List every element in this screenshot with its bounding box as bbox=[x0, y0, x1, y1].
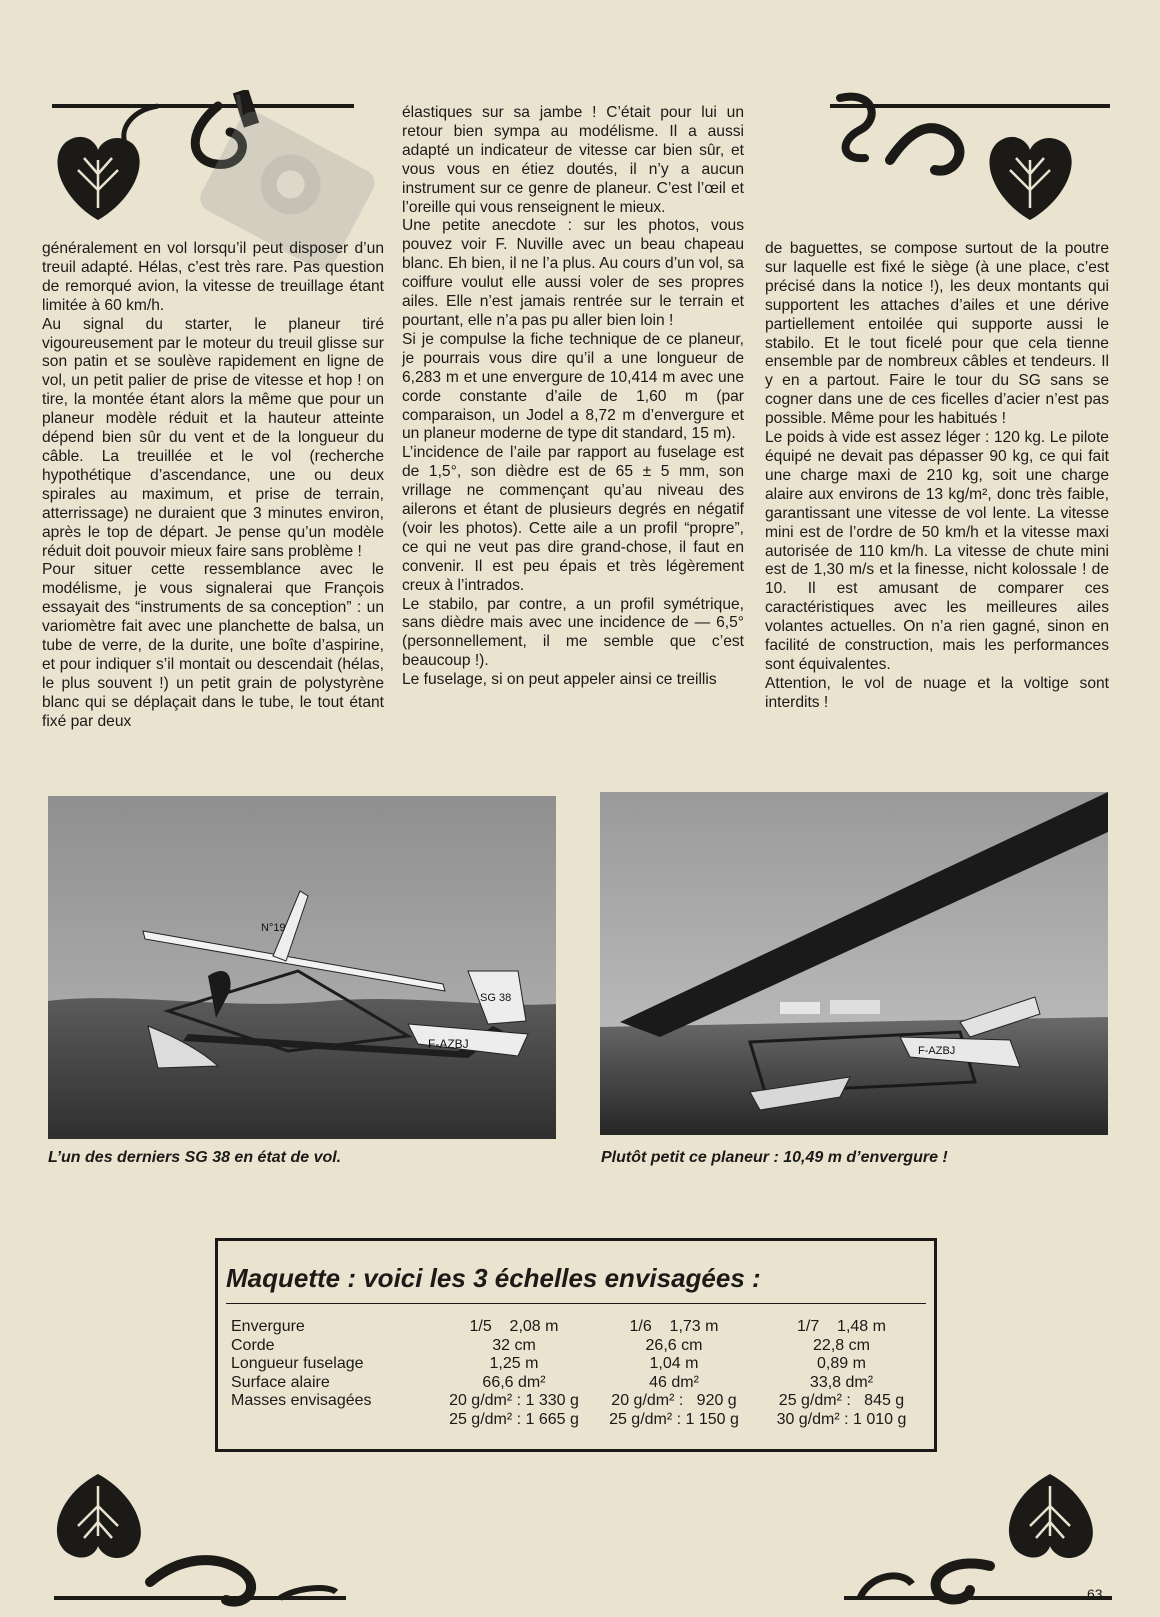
scale-table bbox=[231, 1318, 929, 1429]
photo-sg38-launch bbox=[48, 796, 556, 1139]
page-number: 63 bbox=[1087, 1586, 1103, 1602]
scale-box-rule bbox=[226, 1303, 926, 1304]
row-label: Surface alaire bbox=[231, 1373, 330, 1391]
cell-scale-1: 1,25 m bbox=[489, 1355, 539, 1372]
cell-scale-3: 25 g/dm² : 845 g bbox=[778, 1392, 905, 1409]
cell-scale-1: 20 g/dm² : 1 330 g bbox=[449, 1392, 579, 1409]
cell-scale-1: 66,6 dm² bbox=[482, 1373, 546, 1391]
cell-scale-2: 26,6 cm bbox=[645, 1336, 703, 1354]
paragraph: Pour situer cette ressemblance avec le modélisme, je vous signalerai que François essayait des “instruments de sa conception” : un variomètre fait avec une planchette de balsa, un tube de verre, de la durite, une boîte d’aspirine, et pour indiquer s’il montait ou descendait (hélas, le plus souvent !) un petit grain de polystyrène blanc qui se déplaçait dans le tube, le tout étant fixé par deux bbox=[42, 561, 384, 730]
cell-scale-2: 46 dm² bbox=[649, 1373, 699, 1391]
article-column-1 bbox=[42, 240, 384, 732]
paragraph: de baguettes, se compose surtout de la poutre sur laquelle est fixé le siège (à une place, c’est précisé dans la notice !), les deux montants qui supportent les attaches d’ailes et une dérive partiellement entoilée qui supporte aussi le stabilo. Et le tout ficelé pour que cela tienne ensemble par de nombreux câbles et tendeurs. Il y en a partout. Faire le tour du SG sans se cogner dans une de ces ficelles d’acier n’est pas possible. Même pour les habitués ! bbox=[765, 240, 1109, 428]
scale-info-box bbox=[215, 1238, 937, 1452]
scale-box-title: Maquette : voici les 3 échelles envisagées : bbox=[226, 1263, 761, 1293]
table-row bbox=[231, 1318, 929, 1337]
photo-caption-right: Plutôt petit ce planeur : 10,49 m d’envergure ! bbox=[601, 1149, 948, 1166]
paragraph: L’incidence de l’aile par rapport au fuselage est de 1,5°, son dièdre est de 65 ± 5 mm, son vrillage ne commençant qu’au niveau des ailerons et étant de plusieurs degrés en négatif (voir les photos). Cette aile a un profil “propre”, ce qui ne veut pas dire grand-chose, il faut en convenir. Il est peu épais et très légèrement creux à l’intrados. bbox=[402, 444, 744, 594]
paragraph: Attention, le vol de nuage et la voltige sont interdits ! bbox=[765, 674, 1109, 711]
paragraph: généralement en vol lorsqu’il peut disposer d’un treuil adapté. Hélas, c’est très rare. Pas question de remorqué avion, la vitesse de treuillage étant limitée à 60 km/h. bbox=[42, 240, 384, 314]
ornament-bottom-left bbox=[40, 1462, 360, 1612]
article-column-2 bbox=[402, 104, 744, 690]
cell-scale-1: 1/5 2,08 m bbox=[469, 1318, 559, 1335]
cell-scale-3: 1/7 1,48 m bbox=[797, 1318, 886, 1335]
cell-scale-1: 32 cm bbox=[492, 1336, 536, 1354]
cell-scale-3: 33,8 dm² bbox=[809, 1373, 874, 1391]
cell-scale-2: 1/6 1,73 m bbox=[629, 1318, 719, 1335]
article-column-3 bbox=[765, 240, 1109, 713]
paragraph: Le stabilo, par contre, a un profil symétrique, sans dièdre mais avec une incidence de — 6,5° (personnellement, il me semble que c’est beaucoup !). bbox=[402, 595, 744, 670]
cell-scale-3: 30 g/dm² : 1 010 g bbox=[776, 1410, 907, 1428]
table-row bbox=[231, 1355, 929, 1374]
paragraph: Si je compulse la fiche technique de ce planeur, je pourrais vous dire qu’il a une longueur de 6,283 m et une envergure de 10,414 m avec une corde constante d’aile de 1,60 m (par comparaison, un Jodel a 8,72 m d’envergure et un planeur moderne de type dit standard, 15 m). bbox=[402, 330, 744, 443]
table-row bbox=[231, 1337, 929, 1356]
row-label: Corde bbox=[231, 1336, 275, 1354]
row-label: Longueur fuselage bbox=[231, 1355, 364, 1372]
row-label: Envergure bbox=[231, 1318, 305, 1335]
marking-nose: N°19 bbox=[261, 922, 286, 934]
photo-caption-left: L’un des derniers SG 38 en état de vol. bbox=[48, 1149, 342, 1166]
cell-scale-2: 1,04 m bbox=[649, 1355, 699, 1372]
ornament-bottom-right bbox=[840, 1462, 1120, 1612]
table-row bbox=[231, 1392, 929, 1411]
marking-registration: F-AZBJ bbox=[428, 1037, 469, 1051]
cell-scale-3: 0,89 m bbox=[817, 1355, 866, 1372]
row-label bbox=[231, 1411, 434, 1430]
paragraph: Le poids à vide est assez léger : 120 kg. Le pilote équipé ne devait pas dépasser 90 kg, ce qui fait une charge maxi de 210 kg, soit une charge alaire aux environs de 13 kg/m², donc très faible, garantissant une vitesse de vol lente. La vitesse mini est de l’ordre de 50 km/h et la vitesse maxi autorisée de 110 km/h. La vitesse de chute mini est de 1,30 m/s et la finesse, nicht kolossale ! de 10. Il est amusant de comparer ces caractéristiques avec les meilleures ailes volantes actuelles. On n’a rien gagné, sinon en facilité de construction, mais les performances sont équivalentes. bbox=[765, 429, 1109, 673]
cell-scale-2: 20 g/dm² : 920 g bbox=[611, 1392, 737, 1409]
paragraph: Le fuselage, si on peut appeler ainsi ce treillis bbox=[402, 671, 717, 689]
row-label: Masses envisagées bbox=[231, 1392, 372, 1409]
cell-scale-2: 25 g/dm² : 1 150 g bbox=[609, 1410, 739, 1428]
photo-sg38-wing bbox=[600, 792, 1108, 1135]
marking-fin: SG 38 bbox=[480, 992, 512, 1004]
cell-scale-1: 25 g/dm² : 1 665 g bbox=[449, 1410, 579, 1428]
table-row bbox=[231, 1374, 929, 1393]
ornament-top-right bbox=[820, 90, 1120, 230]
paragraph: Une petite anecdote : sur les photos, vous pouvez voir F. Nuville avec un beau chapeau blanc. Eh bien, il ne l’a plus. Au cours d’un vol, sa coiffure voulut elle aussi voler de ses propres ailes. Elle n’est jamais rentrée sur le terrain et pourtant, elle n’a pas pu aller bien loin ! bbox=[402, 217, 744, 329]
cell-scale-3: 22,8 cm bbox=[813, 1336, 870, 1354]
paragraph: Au signal du starter, le planeur tiré vigoureusement par le moteur du treuil glisse sur son patin et se soulève rapidement en ligne de vol, un petit palier de prise de vitesse et hop ! on tire, la montée étant alors la même que pour un planeur modèle réduit et la hauteur atteinte dépend bien sûr du vent et de la longueur du câble. La treuillée et le vol (recherche hypothétique d’ascendance, une ou deux spirales au maximum, et prise de terrain, atterrissage) ne duraient que 3 minutes environ, après le top de départ. Je pense qu’un modèle réduit doit pouvoir mieux faire sans problème ! bbox=[42, 315, 384, 560]
table-row bbox=[231, 1411, 929, 1430]
marking-registration: F-AZBJ bbox=[918, 1045, 956, 1057]
paragraph: élastiques sur sa jambe ! C’était pour lui un retour bien sympa au modélisme. Il a aussi adapté un indicateur de vitesse car bien sûr, et vous vous en étiez doutés, il n’y a aucun instrument sur ce genre de planeur. C’est l’œil et l’oreille qui vous renseignent le mieux. bbox=[402, 104, 744, 216]
